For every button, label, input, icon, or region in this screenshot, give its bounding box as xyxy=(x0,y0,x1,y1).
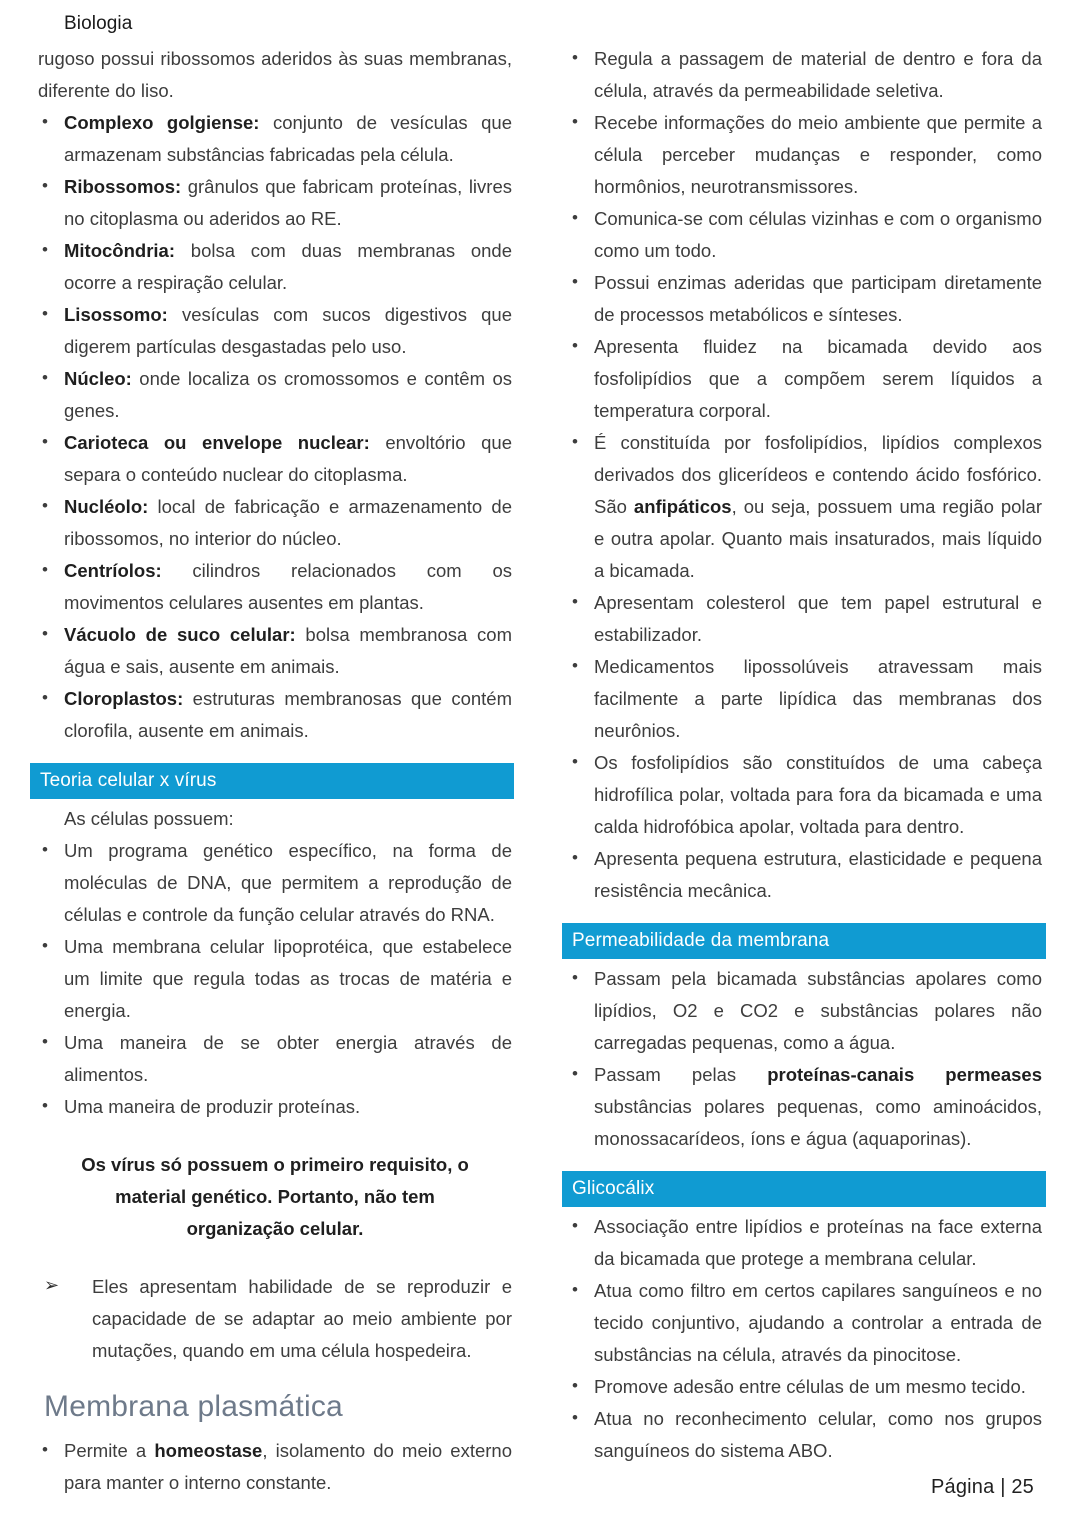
list-item xyxy=(38,835,512,931)
definition: bolsa com duas membranas onde ocorre a respiração celular. xyxy=(64,239,512,293)
section-header-glicocalix: Glicocálix xyxy=(562,1171,1046,1207)
round-bullet-icon: • xyxy=(42,303,48,323)
round-bullet-icon: • xyxy=(572,751,578,771)
list-item xyxy=(568,427,1042,587)
round-bullet-icon: • xyxy=(42,175,48,195)
definition: onde localiza os cromossomos e contêm os genes. xyxy=(64,367,512,421)
round-bullet-icon: • xyxy=(42,1439,48,1459)
membrana-bullet-list xyxy=(568,43,1042,907)
list-item xyxy=(38,1027,512,1091)
continuation-paragraph: rugoso possui ribossomos aderidos às suas membranas, diferente do liso. xyxy=(38,47,512,101)
list-item-text: Regula a passagem de material de dentro e fora da célula, através da permeabilidade seletiva. xyxy=(594,47,1042,101)
definition: grânulos que fabricam proteínas, livres no citoplasma ou aderidos ao RE. xyxy=(64,175,512,229)
round-bullet-icon: • xyxy=(572,1063,578,1083)
glicocalix-bullet-list xyxy=(568,1211,1042,1467)
term: Vácuolo de suco celular: xyxy=(64,623,296,645)
round-bullet-icon: • xyxy=(572,1279,578,1299)
left-column xyxy=(38,43,512,1499)
list-item xyxy=(568,1275,1042,1371)
list-item-text: Comunica-se com células vizinhas e com o organismo como um todo. xyxy=(594,207,1042,261)
list-item xyxy=(568,587,1042,651)
round-bullet-icon: • xyxy=(572,1375,578,1395)
text-suffix: , ou seja, possuem uma região polar e outra apolar. Quanto mais insaturados, mais líquido a bicamada. xyxy=(594,495,1042,581)
text-prefix: É constituída por fosfolipídios, lipídios complexos derivados dos glicerídeos e contendo ácido fosfórico. São xyxy=(594,431,1042,517)
list-item xyxy=(38,171,512,235)
list-item-text: Possui enzimas aderidas que participam diretamente de processos metabólicos e sínteses. xyxy=(594,271,1042,325)
list-item-text: Apresenta fluidez na bicamada devido aos fosfolipídios que a compõem serem líquidos a temperatura corporal. xyxy=(594,335,1042,421)
list-item xyxy=(568,107,1042,203)
list-item xyxy=(38,931,512,1027)
round-bullet-icon: • xyxy=(572,591,578,611)
list-item-text: Atua como filtro em certos capilares sanguíneos e no tecido conjuntivo, ajudando a controlar a entrada de substâncias na célula, através da pinocitose. xyxy=(594,1279,1042,1365)
list-item xyxy=(38,107,512,171)
list-item xyxy=(568,203,1042,267)
definition: bolsa membranosa com água e sais, ausente em animais. xyxy=(64,623,513,677)
teoria-lead-text: As células possuem: xyxy=(64,807,234,829)
list-item xyxy=(568,1211,1042,1275)
list-item xyxy=(38,619,512,683)
spacer xyxy=(38,1123,512,1149)
list-item xyxy=(568,963,1042,1059)
term: Núcleo: xyxy=(64,367,132,389)
round-bullet-icon: • xyxy=(42,431,48,451)
term: Complexo golgiense: xyxy=(64,111,260,133)
round-bullet-icon: • xyxy=(42,623,48,643)
round-bullet-icon: • xyxy=(42,935,48,955)
list-item xyxy=(38,683,512,747)
page-number-footer: Página | 25 xyxy=(930,1476,1034,1498)
list-item xyxy=(568,1403,1042,1467)
organelle-bullet-list xyxy=(38,107,512,747)
arrow-list-item xyxy=(38,1271,512,1367)
list-item-text: Os fosfolipídios são constituídos de uma cabeça hidrofílica polar, voltada para fora da bicamada e uma calda hidrofóbica apolar, voltada para dentro. xyxy=(594,751,1042,837)
text-prefix: Passam pelas xyxy=(594,1063,768,1085)
round-bullet-icon: • xyxy=(572,335,578,355)
list-item xyxy=(38,1435,512,1499)
list-item-text: Uma membrana celular lipoprotéica, que estabelece um limite que regula todas as trocas de matéria e energia. xyxy=(64,935,512,1021)
round-bullet-icon: • xyxy=(572,207,578,227)
list-item xyxy=(568,331,1042,427)
round-bullet-icon: • xyxy=(572,47,578,67)
list-item-text: Passam pela bicamada substâncias apolares como lipídios, O2 e CO2 e substâncias polares não carregadas pequenas, como a água. xyxy=(594,967,1042,1053)
round-bullet-icon: • xyxy=(572,847,578,867)
round-bullet-icon: • xyxy=(42,239,48,259)
list-item xyxy=(568,843,1042,907)
round-bullet-icon: • xyxy=(42,111,48,131)
round-bullet-icon: • xyxy=(572,967,578,987)
list-item-text: Medicamentos lipossolúveis atravessam mais facilmente a parte lipídica das membranas dos neurônios. xyxy=(594,655,1042,741)
round-bullet-icon: • xyxy=(42,495,48,515)
term: Mitocôndria: xyxy=(64,239,175,261)
text-suffix: substâncias polares pequenas, como aminoácidos, monossacarídeos, íons e água (aquaporinas). xyxy=(594,1095,1042,1149)
page-heading-membrana-plasmatica: Membrana plasmática xyxy=(44,1389,343,1423)
arrow-bullet-icon: ➢ xyxy=(44,1274,60,1295)
round-bullet-icon: • xyxy=(572,271,578,291)
list-item xyxy=(568,651,1042,747)
round-bullet-icon: • xyxy=(572,1407,578,1427)
emphasis-callout: Os vírus só possuem o primeiro requisito, o material genético. Portanto, não tem organização celular. xyxy=(81,1153,469,1239)
text-bold: anfipáticos xyxy=(633,495,732,517)
definition: estruturas membranosas que contém clorofila, ausente em animais. xyxy=(64,687,512,741)
arrow-list-item-text: Eles apresentam habilidade de se reproduzir e capacidade de se adaptar ao meio ambiente por mutações, quando em uma célula hospedeira. xyxy=(92,1275,512,1361)
list-item-text: Associação entre lipídios e proteínas na face externa da bicamada que protege a membrana celular. xyxy=(594,1215,1042,1269)
two-column-body xyxy=(38,43,1042,1499)
round-bullet-icon: • xyxy=(572,655,578,675)
section-header-permeabilidade: Permeabilidade da membrana xyxy=(562,923,1046,959)
term: Nucléolo: xyxy=(64,495,149,517)
text-bold: proteínas-canais permeases xyxy=(767,1063,1042,1085)
term: Cloroplastos: xyxy=(64,687,184,709)
list-item-text: Atua no reconhecimento celular, como nos grupos sanguíneos do sistema ABO. xyxy=(594,1407,1042,1461)
round-bullet-icon: • xyxy=(42,839,48,859)
list-item xyxy=(568,747,1042,843)
round-bullet-icon: • xyxy=(42,367,48,387)
text-prefix: Permite a xyxy=(64,1439,155,1461)
list-item-text: Recebe informações do meio ambiente que permite a célula perceber mudanças e responder, como hormônios, neurotransmissores. xyxy=(594,111,1042,197)
list-item-text: Uma maneira de produzir proteínas. xyxy=(64,1095,361,1117)
definition: cilindros relacionados com os movimentos celulares ausentes em plantas. xyxy=(64,559,512,613)
list-item xyxy=(38,427,512,491)
round-bullet-icon: • xyxy=(572,111,578,131)
term: Lisossomo: xyxy=(64,303,168,325)
spacer xyxy=(38,1245,512,1271)
definition: envoltório que separa o conteúdo nuclear do citoplasma. xyxy=(64,431,512,485)
list-item xyxy=(38,363,512,427)
round-bullet-icon: • xyxy=(42,687,48,707)
round-bullet-icon: • xyxy=(42,559,48,579)
term: Centríolos: xyxy=(64,559,162,581)
list-item xyxy=(568,1371,1042,1403)
list-item-text: Apresentam colesterol que tem papel estrutural e estabilizador. xyxy=(594,591,1042,645)
list-item-text: Uma maneira de se obter energia através de alimentos. xyxy=(64,1031,512,1085)
term: Ribossomos: xyxy=(64,175,182,197)
teoria-bullet-list xyxy=(38,835,512,1123)
round-bullet-icon: • xyxy=(572,1215,578,1235)
list-item xyxy=(38,491,512,555)
list-item xyxy=(38,235,512,299)
term: Carioteca ou envelope nuclear: xyxy=(64,431,370,453)
round-bullet-icon: • xyxy=(42,1095,48,1115)
text-bold: homeostase xyxy=(154,1439,263,1461)
definition: vesículas com sucos digestivos que digerem partículas desgastadas pelo uso. xyxy=(64,303,512,357)
definition: conjunto de vesículas que armazenam substâncias fabricadas pela célula. xyxy=(64,111,512,165)
list-item xyxy=(568,267,1042,331)
right-column xyxy=(568,43,1042,1467)
definition: local de fabricação e armazenamento de ribossomos, no interior do núcleo. xyxy=(64,495,512,549)
list-item xyxy=(568,43,1042,107)
list-item xyxy=(38,299,512,363)
round-bullet-icon: • xyxy=(572,431,578,451)
text-suffix: , isolamento do meio externo para manter o interno constante. xyxy=(64,1439,513,1493)
running-header: Biologia xyxy=(64,13,133,34)
list-item-text: Promove adesão entre células de um mesmo tecido. xyxy=(594,1375,1026,1397)
round-bullet-icon: • xyxy=(42,1031,48,1051)
list-item xyxy=(38,1091,512,1123)
list-item-text: Apresenta pequena estrutura, elasticidade e pequena resistência mecânica. xyxy=(594,847,1042,901)
list-item xyxy=(568,1059,1042,1155)
list-item-text: Um programa genético específico, na forma de moléculas de DNA, que permitem a reprodução de células e controle da função celular através do RNA. xyxy=(64,839,512,925)
section-header-teoria-celular: Teoria celular x vírus xyxy=(30,763,514,799)
list-item xyxy=(38,555,512,619)
